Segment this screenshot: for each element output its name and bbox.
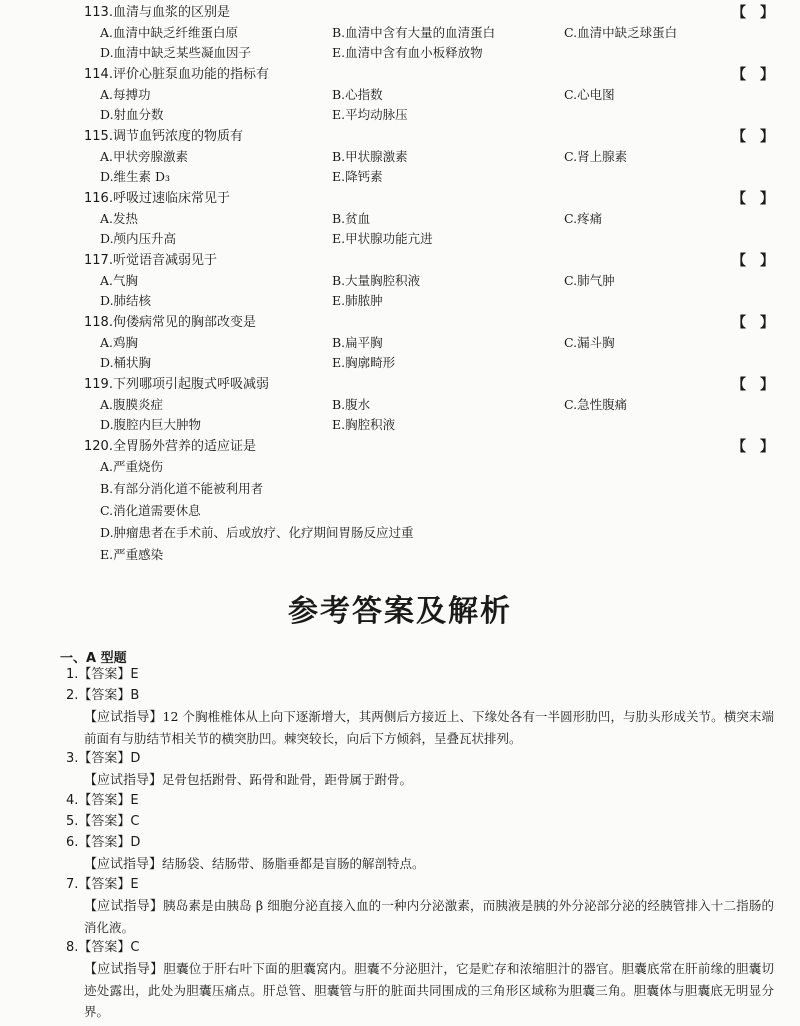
- answer-line: 8.【答案】C: [66, 940, 140, 955]
- option-a: A.血清中缺乏纤维蛋白原: [100, 25, 239, 40]
- answer-line: 3.【答案】D: [66, 751, 141, 766]
- guide-label: 【应试指导】: [84, 857, 163, 872]
- option-d: D.桶状胸: [100, 355, 152, 370]
- option-d: D.肿瘤患者在手术前、后或放疗、化疗期间胃肠反应过重: [100, 525, 414, 540]
- option-d: D.肺结核: [100, 293, 152, 308]
- guide-text: 足骨包括跗骨、跖骨和趾骨，距骨属于跗骨。: [162, 772, 413, 787]
- answer-explanation: [84, 958, 774, 1022]
- option-d: D.维生素 D₃: [100, 169, 171, 184]
- answer-explanation: [84, 769, 774, 791]
- answer-explanation: [84, 895, 774, 938]
- option-e: E.肺脓肿: [332, 293, 383, 308]
- option-a: A.每搏功: [100, 87, 151, 102]
- option-b: B.大量胸腔积液: [332, 273, 421, 288]
- option-d: D.血清中缺乏某些凝血因子: [100, 45, 252, 60]
- option-c: C.肾上腺素: [564, 149, 628, 164]
- answer-line: 5.【答案】C: [66, 814, 140, 829]
- option-e: E.胸腔积液: [332, 417, 396, 432]
- guide-label: 【应试指导】: [84, 899, 164, 914]
- answer-bracket: 【 】: [732, 377, 774, 393]
- answer-section-title: 参考答案及解析: [288, 594, 512, 629]
- answer-line: 7.【答案】E: [66, 877, 139, 892]
- question-stem: 118.佝偻病常见的胸部改变是: [84, 315, 256, 330]
- answer-line: 1.【答案】E: [66, 667, 139, 682]
- option-c: C.疼痛: [564, 211, 603, 226]
- option-a: A.腹膜炎症: [100, 397, 164, 412]
- answer-bracket: 【 】: [732, 253, 774, 269]
- guide-label: 【应试指导】: [84, 710, 163, 725]
- option-b: B.腹水: [332, 397, 371, 412]
- guide-label: 【应试指导】: [84, 962, 164, 977]
- question-stem: 115.调节血钙浓度的物质有: [84, 129, 243, 144]
- answer-bracket: 【 】: [732, 5, 774, 21]
- question-stem: 117.听觉语音减弱见于: [84, 253, 217, 268]
- option-b: B.扁平胸: [332, 335, 383, 350]
- answer-bracket: 【 】: [732, 67, 774, 83]
- answer-explanation: [84, 853, 774, 875]
- question-stem: 119.下列哪项引起腹式呼吸减弱: [84, 377, 269, 392]
- option-c: C.肺气肿: [564, 273, 615, 288]
- option-a: A.鸡胸: [100, 335, 139, 350]
- answer-line: 4.【答案】E: [66, 793, 139, 808]
- option-b: B.心指数: [332, 87, 383, 102]
- option-c: C.急性腹痛: [564, 397, 628, 412]
- answer-explanation: [84, 706, 774, 749]
- option-e: E.胸廓畸形: [332, 355, 396, 370]
- answer-line: 6.【答案】D: [66, 835, 141, 850]
- guide-text: 胰岛素是由胰岛 β 细胞分泌直接入血的一种内分泌激素，而胰液是胰的外分泌部分泌的经胰管排入十二指肠的消化液。: [84, 898, 774, 935]
- option-b: B.贫血: [332, 211, 371, 226]
- option-e: E.平均动脉压: [332, 107, 408, 122]
- option-e: E.甲状腺功能亢进: [332, 231, 433, 246]
- option-a: A.发热: [100, 211, 139, 226]
- guide-text: 结肠袋、结肠带、肠脂垂都是盲肠的解剖特点。: [162, 856, 425, 871]
- option-d: D.射血分数: [100, 107, 164, 122]
- option-c: C.心电图: [564, 87, 615, 102]
- option-a: A.严重烧伤: [100, 459, 164, 474]
- option-d: D.腹腔内巨大肿物: [100, 417, 202, 432]
- answer-line: 2.【答案】B: [66, 688, 140, 703]
- question-stem: 120.全胃肠外营养的适应证是: [84, 439, 256, 454]
- option-b: B.血清中含有大量的血清蛋白: [332, 25, 496, 40]
- option-d: D.颅内压升高: [100, 231, 177, 246]
- question-stem: 114.评价心脏泵血功能的指标有: [84, 67, 269, 82]
- answer-bracket: 【 】: [732, 129, 774, 145]
- question-stem: 116.呼吸过速临床常见于: [84, 191, 230, 206]
- option-c: C.漏斗胸: [564, 335, 615, 350]
- answer-bracket: 【 】: [732, 191, 774, 207]
- answer-bracket: 【 】: [732, 315, 774, 331]
- option-e: E.严重感染: [100, 547, 164, 562]
- guide-label: 【应试指导】: [84, 773, 163, 788]
- section-label: 一、A 型题: [60, 651, 127, 666]
- answer-bracket: 【 】: [732, 439, 774, 455]
- option-c: C.消化道需要休息: [100, 503, 201, 518]
- guide-text: 12 个胸椎椎体从上向下逐渐增大，其两侧后方接近上、下缘处各有一半圆形肋凹，与肋头形成关节。横突末端前面有与肋结节相关节的横突肋凹。棘突较长，向后下方倾斜，呈叠瓦状排列。: [84, 709, 774, 746]
- guide-text: 胆囊位于肝右叶下面的胆囊窝内。胆囊不分泌胆汁，它是贮存和浓缩胆汁的器官。胆囊底常在肝前缘的胆囊切迹处露出，此处为胆囊压痛点。肝总管、胆囊管与肝的脏面共同围成的三角形区域称为胆囊三角。胆囊体与胆囊底无明显分界。: [84, 961, 774, 1019]
- option-a: A.气胸: [100, 273, 139, 288]
- option-e: E.血清中含有血小板释放物: [332, 45, 483, 60]
- option-b: B.甲状腺激素: [332, 149, 408, 164]
- option-e: E.降钙素: [332, 169, 383, 184]
- question-stem: 113.血清与血浆的区别是: [84, 5, 230, 20]
- option-c: C.血清中缺乏球蛋白: [564, 25, 678, 40]
- option-b: B.有部分消化道不能被利用者: [100, 481, 264, 496]
- option-a: A.甲状旁腺激素: [100, 149, 189, 164]
